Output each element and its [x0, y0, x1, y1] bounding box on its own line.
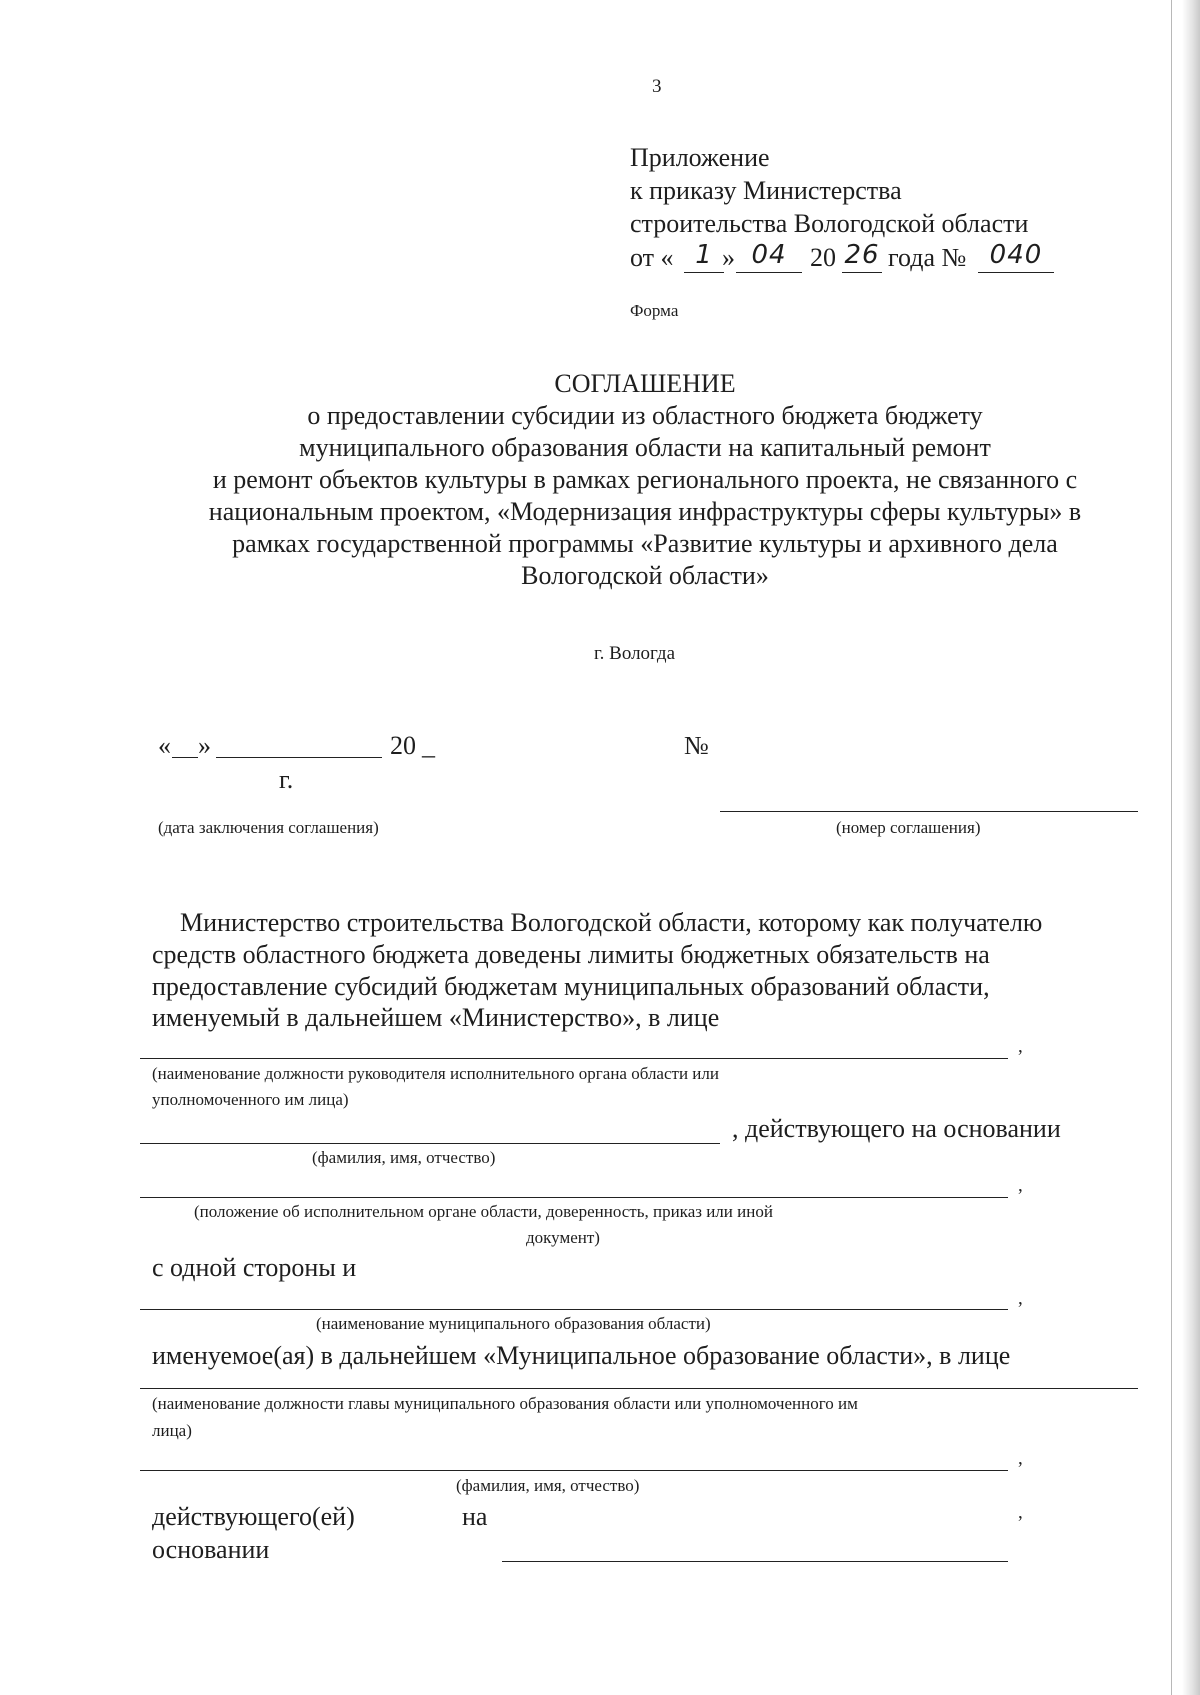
- caption-head-line-2: лица): [152, 1421, 192, 1440]
- municipality-name-comma: ,: [1018, 1288, 1023, 1309]
- appendix-line-1: Приложение: [630, 143, 770, 172]
- appendix-day-underline: [684, 272, 724, 273]
- appendix-year-prefix: 20: [810, 243, 836, 272]
- basis-document-line: [140, 1197, 1008, 1198]
- appendix-order-number: 040: [989, 240, 1043, 270]
- caption-fio: (фамилия, имя, отчество): [312, 1148, 496, 1167]
- acting-line-2: основании: [152, 1535, 270, 1564]
- body-paragraph-line-2: средств областного бюджета доведены лимиты бюджетных обязательств на: [152, 940, 990, 969]
- head-position-line: [140, 1058, 1008, 1059]
- caption-basis-line-1: (положение об исполнительном органе области, доверенность, приказ или иной: [194, 1202, 773, 1221]
- title-line-4: национальным проектом, «Модернизация инфраструктуры сферы культуры» в: [208, 497, 1082, 526]
- acting-on-word: на: [462, 1502, 488, 1531]
- appendix-day: 1: [695, 240, 713, 270]
- date-caption: (дата заключения соглашения): [158, 818, 379, 837]
- date-close-quote: »: [198, 731, 211, 760]
- appendix-year-suffix: 26: [844, 240, 880, 270]
- title-line-5: рамках государственной программы «Развитие культуры и архивного дела: [232, 529, 1058, 558]
- caption-municipality: (наименование муниципального образования области): [316, 1314, 711, 1333]
- basis-document-comma: ,: [1018, 1175, 1023, 1196]
- form-label: Форма: [630, 301, 679, 320]
- page-edge-line: [1171, 0, 1172, 1695]
- city: г. Вологда: [594, 643, 676, 664]
- caption-position-line-1: (наименование должности руководителя исполнительного органа области или: [152, 1064, 719, 1083]
- date-day-blank: [172, 757, 198, 758]
- title-line-1: о предоставлении субсидии из областного бюджета бюджету: [307, 401, 983, 430]
- title-line-6: Вологодской области»: [521, 561, 769, 590]
- body-paragraph-line-1: Министерство строительства Вологодской области, которому как получателю: [180, 908, 1043, 937]
- page-edge-shadow: [1182, 0, 1200, 1695]
- page-number: 3: [652, 76, 662, 97]
- municipality-name-line: [140, 1309, 1008, 1310]
- caption-head-line-1: (наименование должности главы муниципального образования области или уполномоченного им: [152, 1394, 858, 1413]
- agreement-number-line: [720, 811, 1138, 812]
- title-line-2: муниципального образования области на капитальный ремонт: [299, 433, 991, 462]
- caption-basis-line-2: документ): [526, 1228, 600, 1247]
- date-month-blank: [216, 757, 382, 758]
- title-line-3: и ремонт объектов культуры в рамках регионального проекта, не связанного с: [212, 465, 1078, 494]
- agreement-title: [0, 368, 1200, 592]
- appendix-year-underline: [842, 272, 882, 273]
- appendix-date-prefix: от «: [630, 243, 674, 272]
- agreement-heading: СОГЛАШЕНИЕ: [554, 369, 736, 398]
- head-position-comma: ,: [1018, 1036, 1023, 1057]
- number-sign: №: [684, 731, 709, 760]
- appendix-year-word: года №: [888, 243, 967, 272]
- date-year-suffix-blank: _: [422, 731, 435, 760]
- number-caption: (номер соглашения): [836, 818, 981, 837]
- caption-fio-2: (фамилия, имя, отчество): [456, 1476, 640, 1495]
- acting-basis-line: [502, 1561, 1008, 1562]
- acting-line-1: действующего(ей): [152, 1502, 355, 1531]
- appendix-line-2: к приказу Министерства: [630, 176, 902, 205]
- appendix-date-mid: »: [722, 243, 735, 272]
- head-fio-line: [140, 1143, 720, 1144]
- appendix-month: 04: [751, 240, 787, 270]
- appendix-line-3: строительства Вологодской области: [630, 209, 1029, 238]
- municipality-head-line: [140, 1388, 1138, 1389]
- body-paragraph-line-4: именуемый в дальнейшем «Министерство», в лице: [152, 1003, 720, 1032]
- caption-position-line-2: уполномоченного им лица): [152, 1090, 349, 1109]
- one-side-text: с одной стороны и: [152, 1253, 357, 1282]
- date-g: г.: [279, 765, 294, 794]
- appendix-month-underline: [736, 272, 802, 273]
- acting-on-basis: , действующего на основании: [732, 1114, 1061, 1143]
- acting-comma: ,: [1018, 1502, 1023, 1523]
- date-year: 20: [390, 731, 416, 760]
- body-paragraph-line-3: предоставление субсидий бюджетам муниципальных образований области,: [152, 972, 990, 1001]
- date-open-quote: «: [158, 731, 171, 760]
- municipality-fio-line: [140, 1470, 1008, 1471]
- named-municipality-text: именуемое(ая) в дальнейшем «Муниципальное образование области», в лице: [152, 1341, 1011, 1370]
- municipality-fio-comma: ,: [1018, 1448, 1023, 1469]
- appendix-order-underline: [978, 272, 1054, 273]
